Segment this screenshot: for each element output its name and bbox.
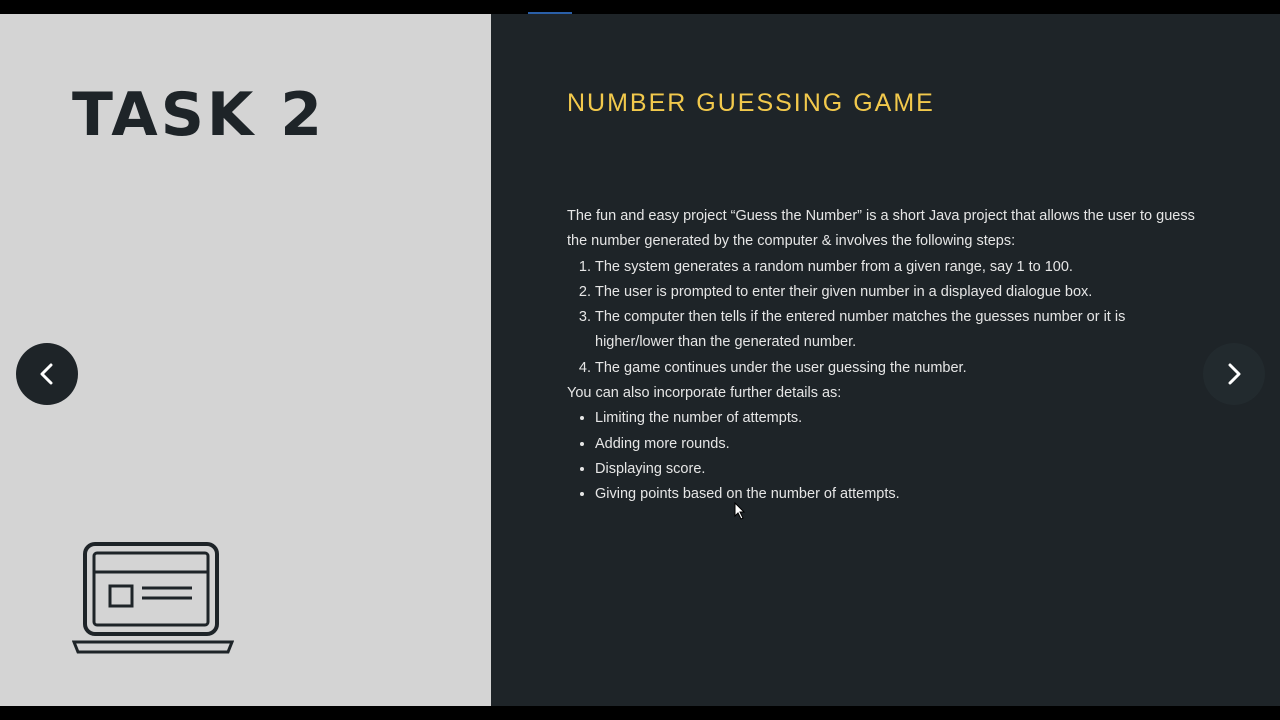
list-item: • Adding more rounds. xyxy=(595,432,1207,457)
slide xyxy=(0,14,1280,706)
list-item: 2. The user is prompted to enter their given number in a displayed dialogue box. xyxy=(595,280,1207,305)
chevron-right-icon xyxy=(1225,362,1243,386)
extras-intro: You can also incorporate further details as: xyxy=(567,385,842,402)
slide-content xyxy=(567,204,1207,508)
intro-paragraph: The fun and easy project “Guess the Number” is a short Java project that allows the user to guess the number generated by the computer & involves the following steps: xyxy=(567,208,1195,250)
steps-list xyxy=(567,255,1207,381)
next-slide-button[interactable] xyxy=(1203,343,1265,405)
list-item: • Giving points based on the number of attempts. xyxy=(595,482,1207,507)
extras-list xyxy=(567,406,1207,507)
list-item: 1. The system generates a random number from a given range, say 1 to 100. xyxy=(595,255,1207,280)
laptop-icon xyxy=(72,542,234,656)
previous-slide-button[interactable] xyxy=(16,343,78,405)
list-item: 3. The computer then tells if the entered number matches the guesses number or it is higher/lower than the generated number. xyxy=(595,305,1207,356)
slide-right-panel xyxy=(491,14,1280,706)
list-item: 4. The game continues under the user guessing the number. xyxy=(595,356,1207,381)
list-item: • Limiting the number of attempts. xyxy=(595,406,1207,431)
list-item: • Displaying score. xyxy=(595,457,1207,482)
chevron-left-icon xyxy=(38,362,56,386)
task-title: TASK 2 xyxy=(72,80,326,150)
mouse-cursor-icon xyxy=(734,502,746,520)
slide-heading: NUMBER GUESSING GAME xyxy=(567,89,935,117)
